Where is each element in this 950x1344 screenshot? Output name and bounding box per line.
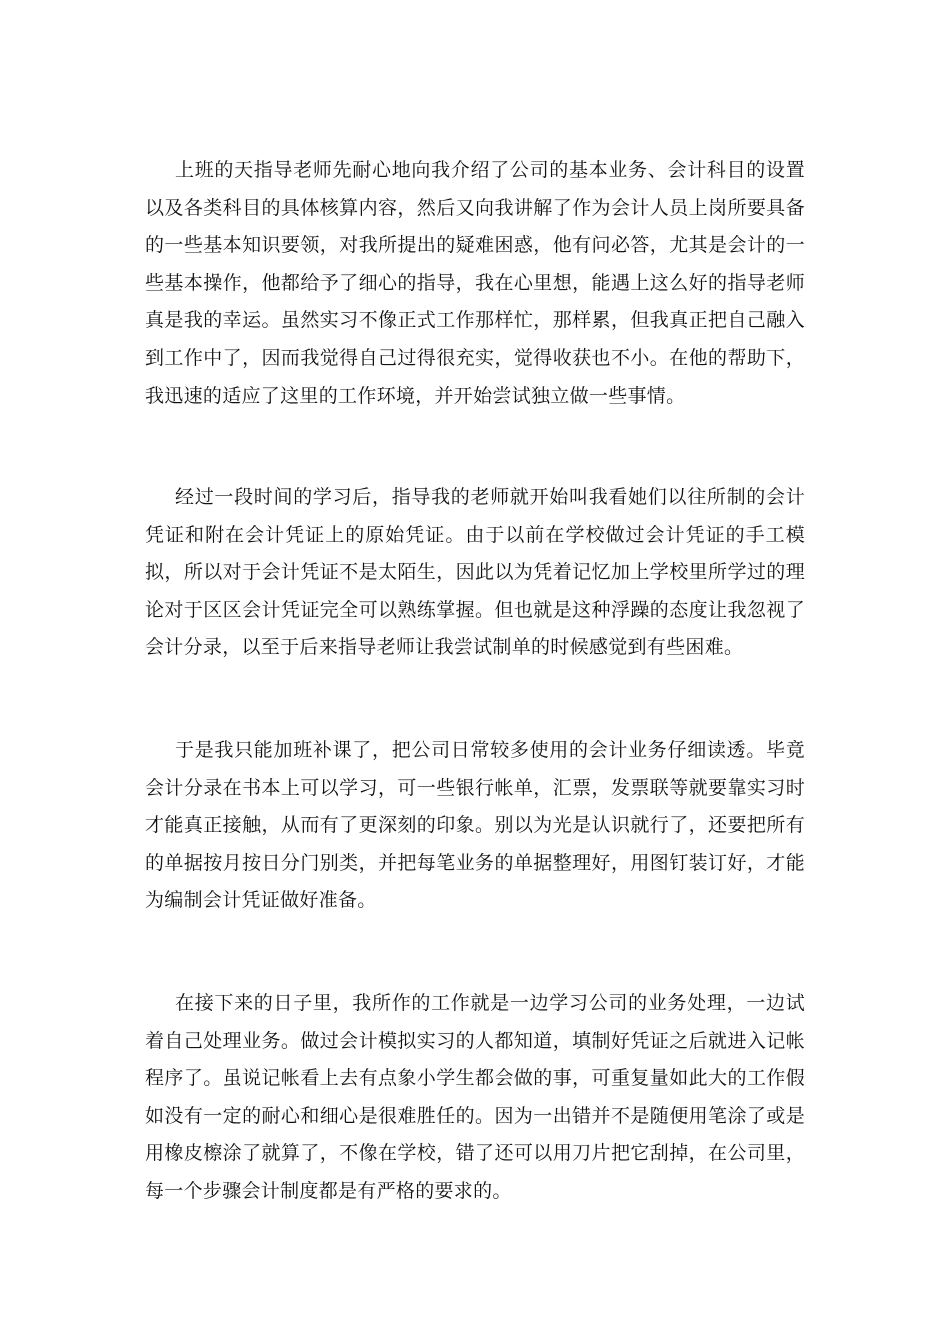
paragraph-2: 经过一段时间的学习后，指导我的老师就开始叫我看她们以往所制的会计凭证和附在会计凭证上的原始凭证。由于以前在学校做过会计凭证的手工模拟，所以对于会计凭证不是太陌生，因此以为凭着记忆加上学校里所学过的理论对于区区会计凭证完全可以熟练掌握。但也就是这种浮躁的态度让我忽视了会计分录，以至于后来指导老师让我尝试制单的时候感觉到有些困难。: [145, 486, 805, 659]
paragraph-3: 于是我只能加班补课了，把公司日常较多使用的会计业务仔细读透。毕竟会计分录在书本上可以学习，可一些银行帐单，汇票，发票联等就要靠实习时才能真正接触，从而有了更深刻的印象。别以为光是认识就行了，还要把所有的单据按月按日分门别类，并把每笔业务的单据整理好，用图钉装订好，才能为编制会计凭证做好准备。: [145, 739, 805, 912]
paragraph-1: 上班的天指导老师先耐心地向我介绍了公司的基本业务、会计科目的设置以及各类科目的具体核算内容，然后又向我讲解了作为会计人员上岗所要具备的一些基本知识要领，对我所提出的疑难困惑，他有问必答，尤其是会计的一些基本操作，他都给予了细心的指导，我在心里想，能遇上这么好的指导老师真是我的幸运。虽然实习不像正式工作那样忙，那样累，但我真正把自己融入到工作中了，因而我觉得自己过得很充实，觉得收获也不小。在他的帮助下，我迅速的适应了这里的工作环境，并开始尝试独立做一些事情。: [145, 159, 805, 407]
paragraph-4: 在接下来的日子里，我所作的工作就是一边学习公司的业务处理，一边试着自己处理业务。做过会计模拟实习的人都知道，填制好凭证之后就进入记帐程序了。虽说记帐看上去有点象小学生都会做的事，可重复量如此大的工作假如没有一定的耐心和细心是很难胜任的。因为一出错并不是随便用笔涂了或是用橡皮檫涂了就算了，不像在学校，错了还可以用刀片把它刮掉，在公司里，每一个步骤会计制度都是有严格的要求的。: [145, 992, 805, 1202]
